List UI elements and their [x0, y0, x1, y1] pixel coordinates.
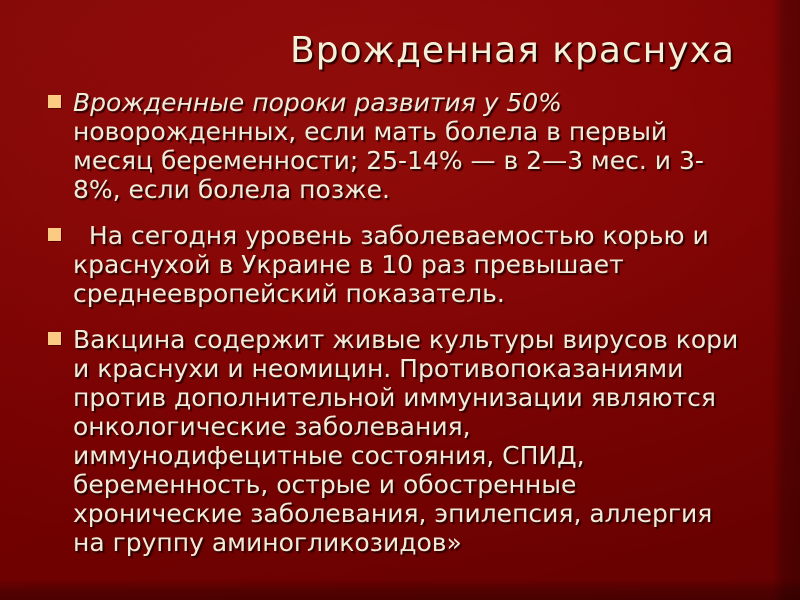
bullet-text-regular: На сегодня уровень заболеваемостью корью и краснухой в Украине в 10 раз превышает среднеевропейский показатель.	[73, 221, 709, 308]
bullet-square-icon	[48, 95, 61, 108]
page-title: Врожденная краснуха	[290, 30, 735, 71]
bullet-square-icon	[48, 332, 61, 345]
bullet-text	[73, 325, 738, 557]
bullet-text	[73, 221, 709, 308]
bullet-text-regular: Вакцина содержит живые культуры вирусов кори и краснухи и неомицин. Противопоказаниями против дополнительной иммунизации являются онкологические заболевания, иммунодифецитные состояния, СПИД, беременность, острые и обостренные хронические заболевания, эпилепсия, аллергия на группу аминогликозидов»	[73, 325, 739, 557]
bullet-text-italic: Врожденные пороки развития у 50%	[73, 88, 562, 117]
bullet-square-icon	[48, 228, 61, 241]
bullet-item	[48, 88, 748, 204]
bullet-item	[48, 325, 748, 557]
bullet-text	[73, 88, 704, 204]
bullet-list	[48, 88, 748, 574]
bullet-text-regular: новорожденных, если мать болела в первый месяц беременности; 25-14% — в 2—3 мес. и 3-8%, если болела позже.	[73, 117, 704, 204]
bullet-item	[48, 221, 748, 308]
